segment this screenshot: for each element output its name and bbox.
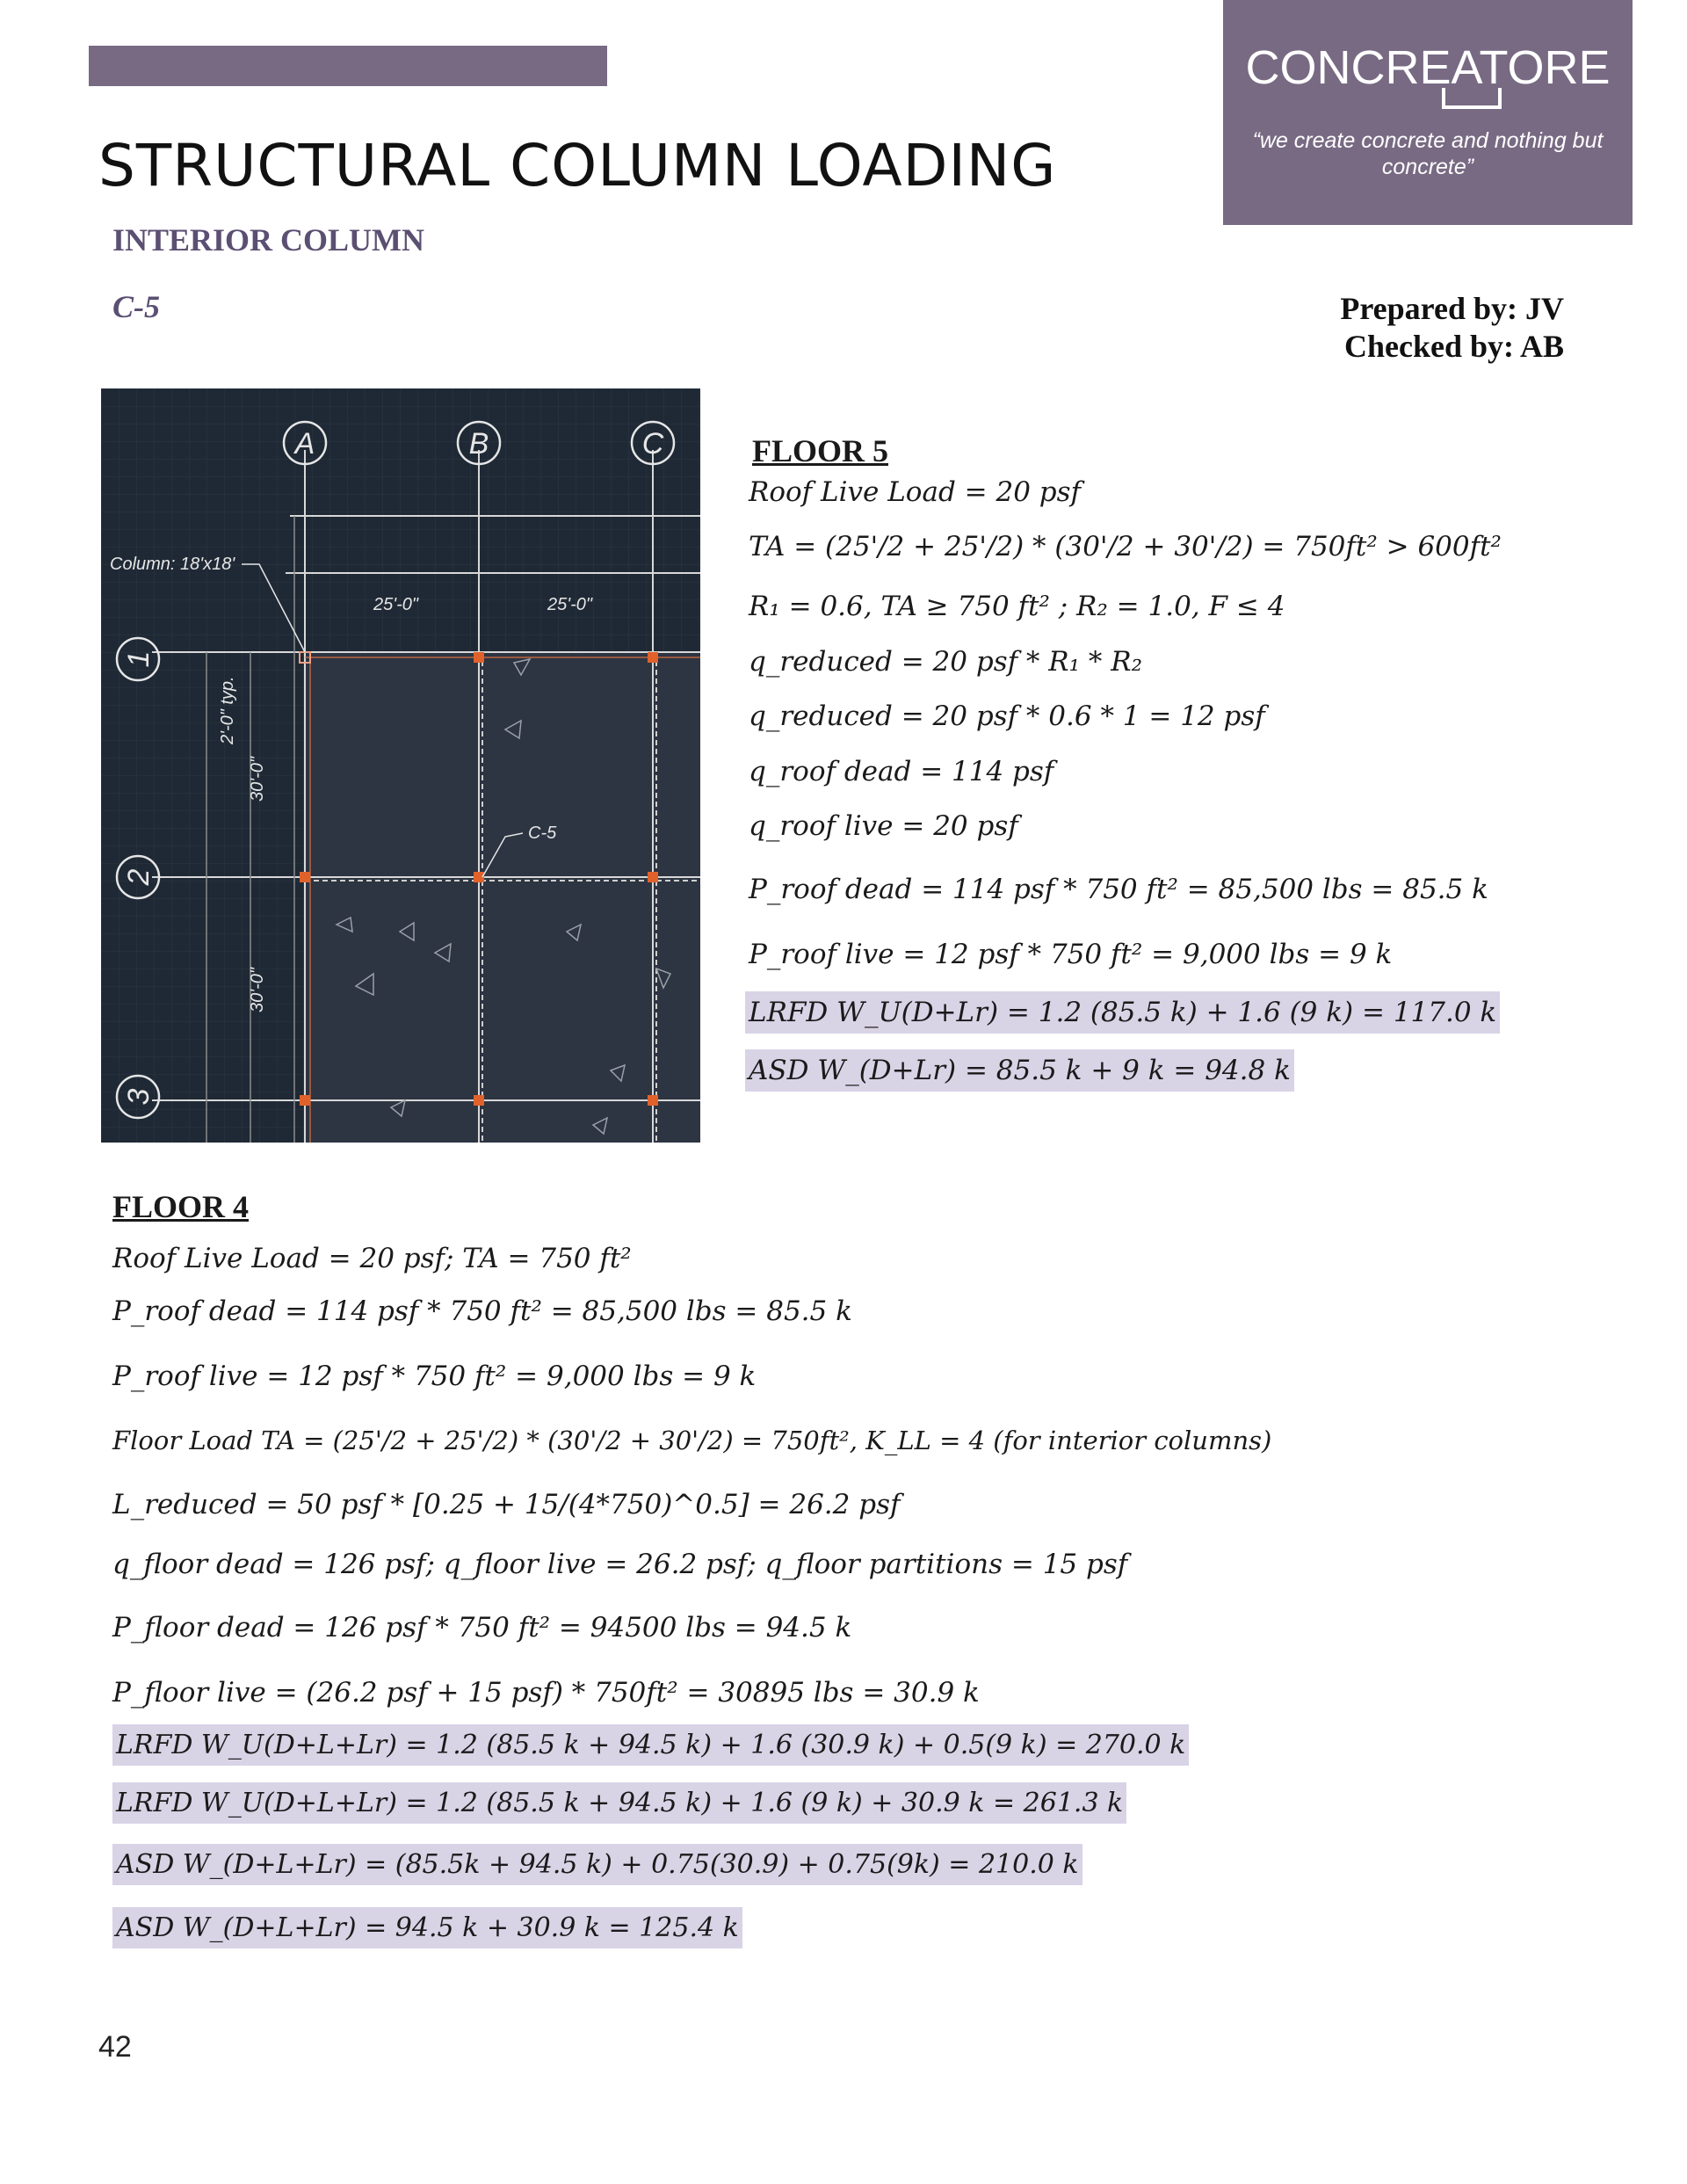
result-asd-floor4-a: ASD W_(D+L+Lr) = (85.5k + 94.5 k) + 0.75(30.9) + 0.75(9k) = 210.0 k: [112, 1844, 1082, 1885]
grid-bubble-2: 2: [122, 868, 156, 886]
page-title: STRUCTURAL COLUMN LOADING: [98, 132, 1057, 200]
page-number: 42: [98, 2030, 132, 2064]
dim-typ-label: 2'-0" typ.: [218, 676, 237, 744]
floor4-heading: FLOOR 4: [112, 1189, 250, 1224]
brand-box: [1223, 0, 1633, 225]
equation-line: q_reduced = 20 psf * R₁ * R₂: [749, 646, 1143, 678]
cad-plan-image: [101, 388, 700, 1143]
brand-logo: CONCREATORE: [1245, 41, 1611, 94]
header-accent-bar: [89, 46, 607, 86]
equation-line: Roof Live Load = 20 psf: [749, 476, 1081, 508]
equation-line: q_reduced = 20 psf * 0.6 * 1 = 12 psf: [749, 700, 1265, 732]
equation-line: R₁ = 0.6, TA ≥ 750 ft² ; R₂ = 1.0, F ≤ 4: [749, 591, 1285, 622]
result-lrfd-floor4-b: LRFD W_U(D+L+Lr) = 1.2 (85.5 k + 94.5 k) + 1.6 (9 k) + 30.9 k = 261.3 k: [112, 1782, 1126, 1824]
equation-line: Roof Live Load = 20 psf; TA = 750 ft²: [112, 1243, 632, 1274]
grid-bubble-1: 1: [122, 650, 156, 668]
grid-bubble-c: C: [641, 427, 664, 461]
equation-line: q_roof live = 20 psf: [749, 810, 1018, 842]
result-asd-floor5: ASD W_(D+Lr) = 85.5 k + 9 k = 94.8 k: [745, 1049, 1294, 1092]
span-label-ab: 25'-0": [373, 595, 418, 614]
column-callout: C-5: [528, 824, 557, 843]
dim-bay-1: 30'-0": [248, 757, 267, 802]
section-subtitle: INTERIOR COLUMN: [112, 222, 425, 258]
dim-bay-2: 30'-0": [248, 968, 267, 1012]
equation-line: Floor Load TA = (25'/2 + 25'/2) * (30'/2 + 30'/2) = 750ft², K_LL = 4 (for interior columns): [112, 1426, 1272, 1455]
equation-line: P_floor live = (26.2 psf + 15 psf) * 750ft² = 30895 lbs = 30.9 k: [112, 1677, 980, 1709]
equation-line: TA = (25'/2 + 25'/2) * (30'/2 + 30'/2) = 750ft² > 600ft²: [749, 531, 1502, 562]
column-size-label: Column: 18'x18': [110, 555, 235, 574]
span-label-bc: 25'-0": [547, 595, 592, 614]
equation-line: P_roof dead = 114 psf * 750 ft² = 85,500 lbs = 85.5 k: [749, 874, 1488, 905]
brand-tagline: “we create concrete and nothing but concrete”: [1252, 128, 1604, 179]
equation-line: P_roof live = 12 psf * 750 ft² = 9,000 lbs = 9 k: [112, 1360, 757, 1392]
column-id: C-5: [112, 289, 160, 324]
equation-line: P_roof live = 12 psf * 750 ft² = 9,000 lbs = 9 k: [749, 939, 1393, 970]
equation-line: L_reduced = 50 psf * [0.25 + 15/(4*750)^0.5] = 26.2 psf: [112, 1489, 901, 1520]
prepared-block: [1340, 290, 1564, 366]
logo-bracket-icon: [1441, 88, 1502, 111]
equation-line: P_roof dead = 114 psf * 750 ft² = 85,500 lbs = 85.5 k: [112, 1295, 852, 1327]
result-lrfd-floor4-a: LRFD W_U(D+L+Lr) = 1.2 (85.5 k + 94.5 k) + 1.6 (30.9 k) + 0.5(9 k) = 270.0 k: [112, 1724, 1189, 1766]
result-asd-floor4-b: ASD W_(D+L+Lr) = 94.5 k + 30.9 k = 125.4 k: [112, 1907, 742, 1948]
prepared-by: Prepared by: JV: [1340, 291, 1564, 326]
grid-bubble-a: A: [294, 427, 315, 461]
grid-bubble-3: 3: [122, 1088, 156, 1106]
checked-by: Checked by: AB: [1343, 329, 1564, 365]
grid-bubble-b: B: [468, 427, 489, 461]
floor5-heading: FLOOR 5: [752, 433, 889, 468]
result-lrfd-floor5: LRFD W_U(D+Lr) = 1.2 (85.5 k) + 1.6 (9 k) = 117.0 k: [745, 991, 1500, 1034]
equation-line: q_floor dead = 126 psf; q_floor live = 26.2 psf; q_floor partitions = 15 psf: [112, 1549, 1128, 1580]
equation-line: q_roof dead = 114 psf: [749, 756, 1054, 787]
equation-line: P_floor dead = 126 psf * 750 ft² = 94500 lbs = 94.5 k: [112, 1612, 852, 1643]
